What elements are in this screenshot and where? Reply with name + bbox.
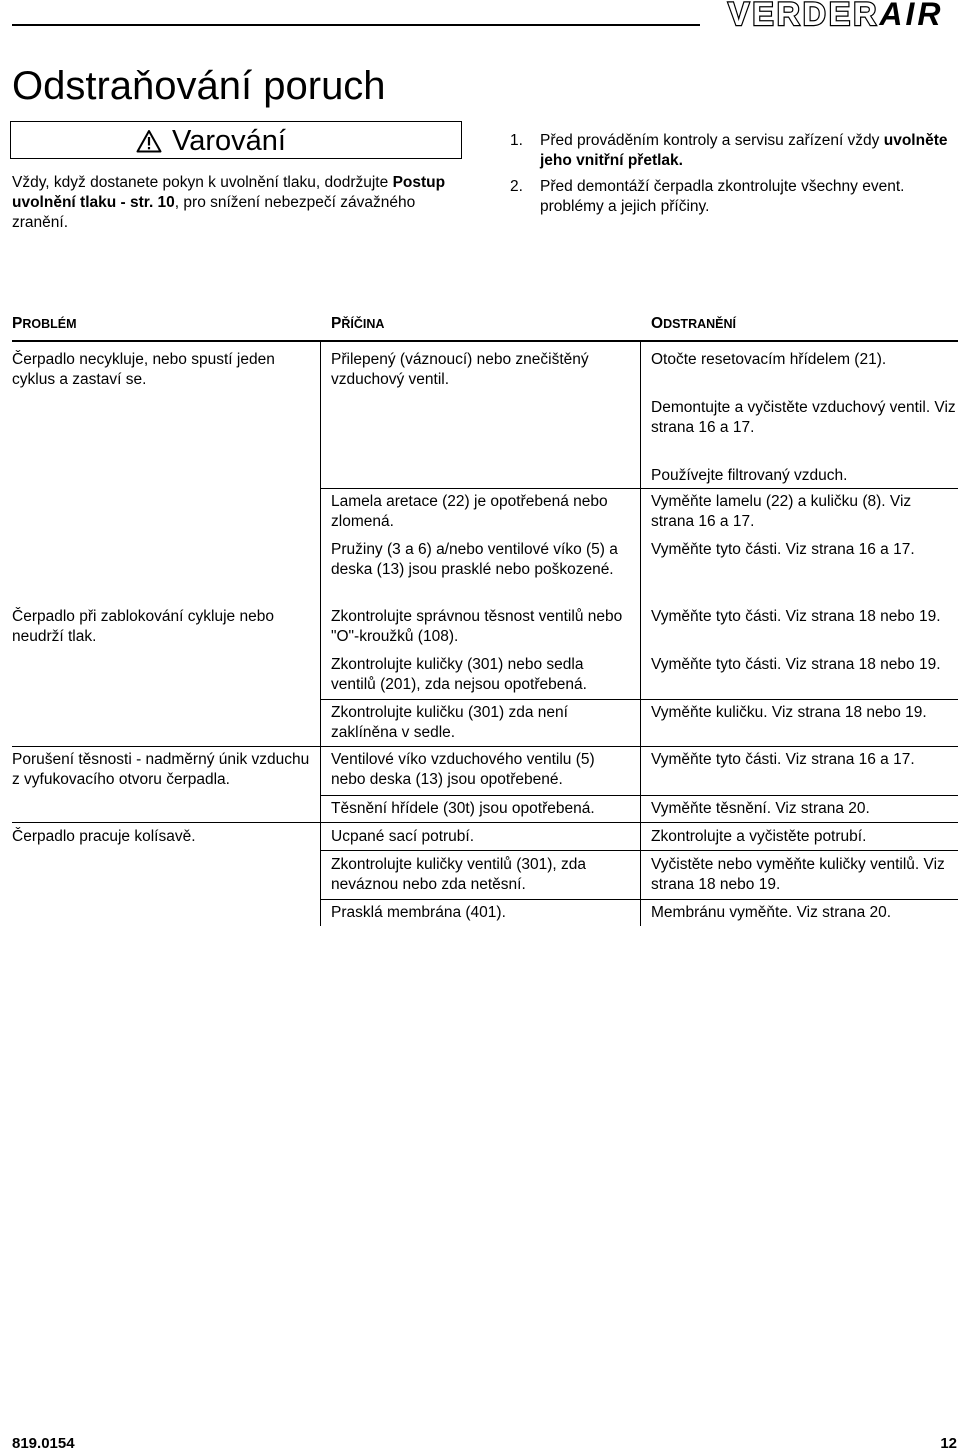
page-number: 12 xyxy=(940,1435,957,1452)
header-rest: ROBLÉM xyxy=(22,317,77,331)
step-text: Před demontáží čerpadla zkontrolujte všechny event. problémy a jejich příčiny. xyxy=(540,178,905,215)
header-initial: P xyxy=(331,315,342,332)
document-number: 819.0154 xyxy=(12,1435,75,1452)
cell-solution: Vyměňte tyto části. Viz strana 16 a 17. xyxy=(651,751,915,768)
row-divider xyxy=(320,795,958,796)
row-divider xyxy=(320,699,958,700)
cell-solution: Vyměňte tyto části. Viz strana 18 nebo 19. xyxy=(651,608,941,625)
cell-cause: Zkontrolujte kuličku (301) zda není zaklíněna v sedle. xyxy=(331,704,568,741)
cell-problem: Čerpadlo necykluje, nebo spustí jeden cyklus a zastaví se. xyxy=(12,351,275,388)
cell-solution: Vyměňte tyto části. Viz strana 16 a 17. xyxy=(651,541,915,558)
cell-solution: Používejte filtrovaný vzduch. xyxy=(651,467,848,484)
cell-problem: Čerpadlo pracuje kolísavě. xyxy=(12,828,196,845)
step-text-bold: uvolněte jeho vnitřní přetlak xyxy=(540,132,948,169)
cell-cause: Ucpané sací potrubí. xyxy=(331,828,475,845)
cell-cause: Prasklá membrána (401). xyxy=(331,904,506,921)
warning-title: Varování xyxy=(172,125,286,157)
row-divider xyxy=(320,488,958,489)
page-title: Odstraňování poruch xyxy=(12,64,386,108)
step-number: 2. xyxy=(510,178,523,195)
cell-solution: Membránu vyměňte. Viz strana 20. xyxy=(651,904,892,921)
cell-solution: Otočte resetovacím hřídelem (21). xyxy=(651,351,887,368)
cell-solution: Demontujte a vyčistěte vzduchový ventil. Viz strana 16 a 17. xyxy=(651,399,956,436)
step-text-end: . xyxy=(678,152,683,169)
cell-cause: Těsnění hřídele (30t) jsou opotřebená. xyxy=(331,800,595,817)
header-initial: O xyxy=(651,315,664,332)
warning-text-after: , pro snížení nebezpečí závažného zranění. xyxy=(12,194,416,231)
cell-cause: Zkontrolujte správnou těsnost ventilů nebo "O"-kroužků (108). xyxy=(331,608,623,645)
cell-cause: Pružiny (3 a 6) a/nebo ventilové víko (5) a deska (13) jsou prasklé nebo poškozené. xyxy=(331,541,618,578)
step-text-plain: Před prováděním kontroly a servisu zařízení vždy xyxy=(540,132,880,149)
cell-solution: Vyměňte těsnění. Viz strana 20. xyxy=(651,800,870,817)
brand-logo-part2: AIR xyxy=(879,0,944,32)
header-rest: ŘÍČINA xyxy=(341,317,385,331)
column-header-problem xyxy=(12,314,77,334)
header-initial: P xyxy=(12,315,23,332)
column-header-solution xyxy=(651,314,736,334)
cell-cause: Přilepený (váznoucí) nebo znečištěný vzduchový ventil. xyxy=(331,351,589,388)
cell-problem: Porušení těsnosti - nadměrný únik vzduchu z vyfukovacího otvoru čerpadla. xyxy=(12,751,310,788)
column-divider xyxy=(320,342,321,926)
column-divider xyxy=(640,342,641,926)
cell-solution: Zkontrolujte a vyčistěte potrubí. xyxy=(651,828,867,845)
row-divider xyxy=(320,899,958,900)
warning-text-bold: Postup uvolnění tlaku - str. 10 xyxy=(12,174,446,211)
cell-cause: Ventilové víko vzduchového ventilu (5) nebo deska (13) jsou opotřebené. xyxy=(331,751,595,788)
cell-cause: Zkontrolujte kuličky ventilů (301), zda neváznou nebo zda netěsní. xyxy=(331,856,587,893)
cell-cause: Zkontrolujte kuličky (301) nebo sedla ventilů (201), zda nejsou opotřebená. xyxy=(331,656,587,693)
table-header-rule xyxy=(12,340,958,342)
cell-solution: Vyměňte kuličku. Viz strana 18 nebo 19. xyxy=(651,704,927,721)
row-divider xyxy=(12,822,958,823)
header-rest: DSTRANĚNÍ xyxy=(663,317,736,331)
cell-solution: Vyměňte tyto části. Viz strana 18 nebo 19. xyxy=(651,656,941,673)
row-divider xyxy=(12,746,958,747)
cell-problem: Čerpadlo při zablokování cykluje nebo neudrží tlak. xyxy=(12,608,274,645)
column-header-cause xyxy=(331,314,384,334)
warning-text-before: Vždy, když dostanete pokyn k uvolnění tlaku, dodržujte xyxy=(12,174,389,191)
cell-solution: Vyměňte lamelu (22) a kuličku (8). Viz strana 16 a 17. xyxy=(651,493,912,530)
cell-cause: Lamela aretace (22) je opotřebená nebo zlomená. xyxy=(331,493,608,530)
cell-solution: Vyčistěte nebo vyměňte kuličky ventilů. Viz strana 18 nebo 19. xyxy=(651,856,945,893)
step-number: 1. xyxy=(510,132,523,149)
brand-logo-part1: VERDER xyxy=(728,0,880,32)
row-divider xyxy=(320,850,958,851)
